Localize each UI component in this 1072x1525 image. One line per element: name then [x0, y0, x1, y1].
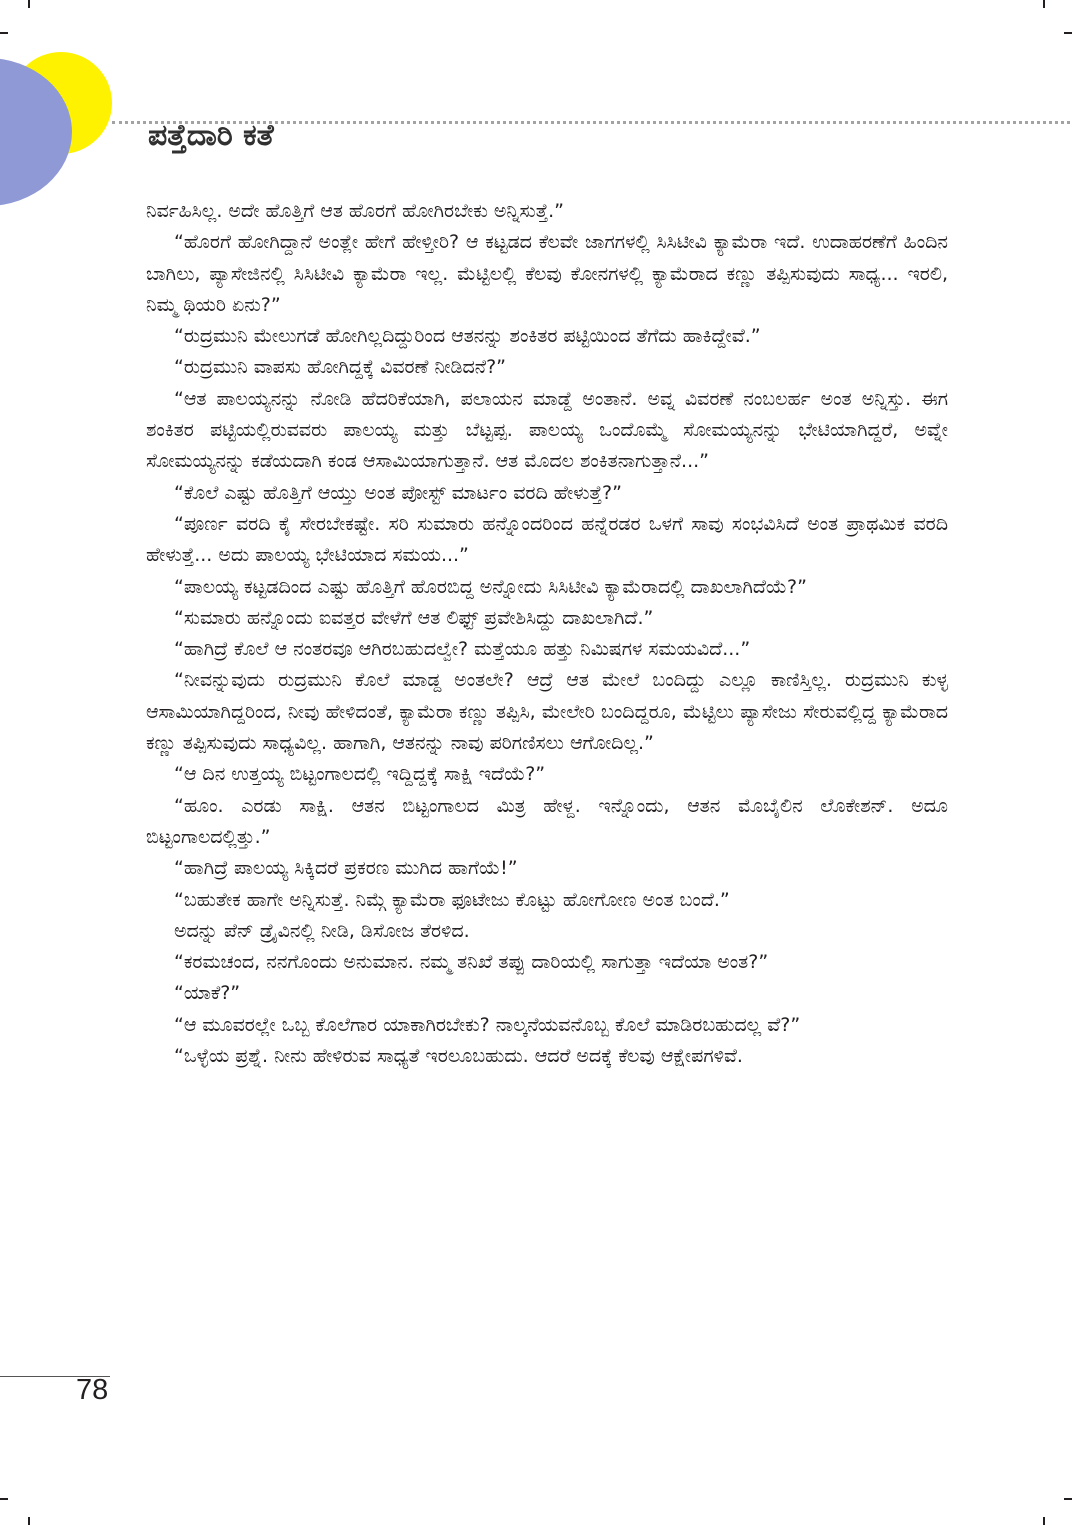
paragraph: “ನೀವನ್ನುವುದು ರುದ್ರಮುನಿ ಕೊಲೆ ಮಾಡ್ದ ಅಂತಲೇ? ಆದ್ರೆ ಆತ ಮೇಲೆ ಬಂದಿದ್ದು ಎಲ್ಲೂ ಕಾಣಿಸ್ತಿಲ್ಲ. ರುದ್ರಮುನಿ ಕುಳ್ಳ ಆಸಾಮಿಯಾಗಿದ್ದರಿಂದ, ನೀವು ಹೇಳಿದಂತೆ, ಕ್ಯಾಮೆರಾ ಕಣ್ಣು ತಪ್ಪಿಸಿ, ಮೇಲೇರಿ ಬಂದಿದ್ದರೂ, ಮೆಟ್ಟಿಲು ಪ್ಯಾಸೇಜು ಸೇರುವಲ್ಲಿದ್ದ ಕ್ಯಾಮೆರಾದ ಕಣ್ಣು ತಪ್ಪಿಸುವುದು ಸಾಧ್ಯವಿಲ್ಲ. ಹಾಗಾಗಿ, ಆತನನ್ನು ನಾವು ಪರಿಗಣಿಸಲು ಆಗೋದಿಲ್ಲ.” — [146, 669, 948, 755]
paragraph: “ಕೊಲೆ ಎಷ್ಟು ಹೊತ್ತಿಗೆ ಆಯ್ತು ಅಂತ ಪೋಸ್ಟ್ ಮಾರ್ಟಂ ವರದಿ ಹೇಳುತ್ತೆ?” — [174, 481, 622, 504]
paragraph: “ಸುಮಾರು ಹನ್ನೊಂದು ಐವತ್ತರ ವೇಳೆಗೆ ಆತ ಲಿಫ್ಟ್ ಪ್ರವೇಶಿಸಿದ್ದು ದಾಖಲಾಗಿದೆ.” — [174, 606, 654, 629]
paragraph: “ಹಾಗಿದ್ರೆ ಕೊಲೆ ಆ ನಂತರವೂ ಆಗಿರಬಹುದಲ್ವೇ? ಮತ್ತೆಯೂ ಹತ್ತು ನಿಮಿಷಗಳ ಸಮಯವಿದೆ...” — [174, 638, 751, 661]
paragraph: “ಯಾಕೆ?” — [174, 982, 241, 1005]
paragraph: “ಒಳ್ಳೆಯ ಪ್ರಶ್ನೆ. ನೀನು ಹೇಳಿರುವ ಸಾಧ್ಯತೆ ಇರಲೂಬಹುದು. ಆದರೆ ಅದಕ್ಕೆ ಕೆಲವು ಆಕ್ಷೇಪಗಳಿವೆ. — [174, 1045, 743, 1068]
running-header-title: ಪತ್ತೆದಾರಿ ಕತೆ — [148, 118, 274, 153]
paragraph: ಅದನ್ನು ಪೆನ್ ಡ್ರೈವಿನಲ್ಲಿ ನೀಡಿ, ಡಿಸೋಜ ತೆರಳಿದ. — [174, 919, 470, 942]
story-body — [146, 196, 948, 1072]
paragraph: “ಹಾಗಿದ್ರೆ ಪಾಲಯ್ಯ ಸಿಕ್ಕಿದರೆ ಪ್ರಕರಣ ಮುಗಿದ ಹಾಗೆಯೆ!” — [174, 857, 518, 880]
paragraph: “ಪೂರ್ಣ ವರದಿ ಕೈ ಸೇರಬೇಕಷ್ಟೇ. ಸರಿ ಸುಮಾರು ಹನ್ನೊಂದರಿಂದ ಹನ್ನೆರಡರ ಒಳಗೆ ಸಾವು ಸಂಭವಿಸಿದೆ ಅಂತ ಪ್ರಾಥಮಿಕ ವರದಿ ಹೇಳುತ್ತೆ... ಅದು ಪಾಲಯ್ಯ ಭೇಟಿಯಾದ ಸಮಯ...” — [146, 512, 948, 567]
crop-mark-left-bottom — [0, 1498, 8, 1500]
paragraph: “ಬಹುತೇಕ ಹಾಗೇ ಅನ್ನಿಸುತ್ತೆ. ನಿಮ್ಗೆ ಕ್ಯಾಮೆರಾ ಫೂಟೇಜು ಕೊಟ್ಟು ಹೋಗೋಣ ಅಂತ ಬಂದೆ.” — [174, 888, 730, 911]
crop-mark-left-top — [0, 32, 8, 34]
paragraph: ನಿರ್ವಹಿಸಿಲ್ಲ. ಅದೇ ಹೊತ್ತಿಗೆ ಆತ ಹೊರಗೆ ಹೋಗಿರಬೇಕು ಅನ್ನಿಸುತ್ತೆ.” — [146, 200, 565, 222]
crop-mark-bottom-right — [1043, 1517, 1045, 1525]
paragraph: “ಹೂಂ. ಎರಡು ಸಾಕ್ಷಿ. ಆತನ ಬಿಟ್ಟಂಗಾಲದ ಮಿತ್ರ ಹೇಳ್ದ. ಇನ್ನೊಂದು, ಆತನ ಮೊಬೈಲಿನ ಲೊಕೇಶನ್. ಅದೂ ಬಿಟ್ಟಂಗಾಲದಲ್ಲಿತ್ತು.” — [146, 794, 948, 848]
paragraph: “ಹೊರಗೆ ಹೋಗಿದ್ದಾನೆ ಅಂತ್ಲೇ ಹೇಗೆ ಹೇಳ್ತೀರಿ? ಆ ಕಟ್ಟಡದ ಕೆಲವೇ ಜಾಗಗಳಲ್ಲಿ ಸಿಸಿಟೀವಿ ಕ್ಯಾಮೆರಾ ಇದೆ. ಉದಾಹರಣೆಗೆ ಹಿಂದಿನ ಬಾಗಿಲು, ಪ್ಯಾಸೇಜಿನಲ್ಲಿ ಸಿಸಿಟೀವಿ ಕ್ಯಾಮೆರಾ ಇಲ್ಲ. ಮೆಟ್ಟಿಲಲ್ಲಿ ಕೆಲವು ಕೋನಗಳಲ್ಲಿ ಕ್ಯಾಮೆರಾದ ಕಣ್ಣು ತಪ್ಪಿಸುವುದು ಸಾಧ್ಯ... ಇರಲಿ, ನಿಮ್ಮ ಥಿಯರಿ ಏನು?” — [146, 231, 948, 316]
crop-mark-right-top — [1064, 32, 1072, 34]
paragraph: “ರುದ್ರಮುನಿ ವಾಪಸು ಹೋಗಿದ್ದಕ್ಕೆ ವಿವರಣೆ ನೀಡಿದನೆ?” — [174, 356, 506, 379]
crop-mark-bottom-left — [28, 1517, 30, 1525]
paragraph: “ಪಾಲಯ್ಯ ಕಟ್ಟಡದಿಂದ ಎಷ್ಟು ಹೊತ್ತಿಗೆ ಹೊರಬಿದ್ದ ಅನ್ನೋದು ಸಿಸಿಟೀವಿ ಕ್ಯಾಮೆರಾದಲ್ಲಿ ದಾಖಲಾಗಿದೆಯೆ?” — [174, 575, 807, 598]
crop-mark-right-bottom — [1064, 1498, 1072, 1500]
paragraph: “ಆ ದಿನ ಉತ್ತಯ್ಯ ಬಿಟ್ಟಂಗಾಲದಲ್ಲಿ ಇದ್ದಿದ್ದಕ್ಕೆ ಸಾಕ್ಷಿ ಇದೆಯೆ?” — [174, 763, 546, 786]
crop-mark-top-right — [1043, 0, 1045, 8]
paragraph: “ಆ ಮೂವರಲ್ಲೇ ಒಬ್ಬ ಕೊಲೆಗಾರ ಯಾಕಾಗಿರಬೇಕು? ನಾಲ್ಕನೆಯವನೊಬ್ಬ ಕೊಲೆ ಮಾಡಿರಬಹುದಲ್ಲ ವೆ?” — [174, 1013, 801, 1036]
page-number: 78 — [76, 1374, 109, 1406]
paragraph: “ಆತ ಪಾಲಯ್ಯನನ್ನು ನೋಡಿ ಹೆದರಿಕೆಯಾಗಿ, ಪಲಾಯನ ಮಾಡ್ದೆ ಅಂತಾನೆ. ಅವ್ನ ವಿವರಣೆ ನಂಬಲರ್ಹ ಅಂತ ಅನ್ನಿಸ್ತು. ಈಗ ಶಂಕಿತರ ಪಟ್ಟಿಯಲ್ಲಿರುವವರು ಪಾಲಯ್ಯ ಮತ್ತು ಬೆಟ್ಟಪ್ಪ. ಪಾಲಯ್ಯ ಒಂದೊಮ್ಮೆ ಸೋಮಯ್ಯನನ್ನು ಭೇಟಿಯಾಗಿದ್ದರೆ, ಅವ್ನೇ ಸೋಮಯ್ಯನನ್ನು ಕಡೆಯದಾಗಿ ಕಂಡ ಆಸಾಮಿಯಾಗುತ್ತಾನೆ. ಆತ ಮೊದಲ ಶಂಕಿತನಾಗುತ್ತಾನೆ...” — [146, 387, 948, 473]
paragraph: “ರುದ್ರಮುನಿ ಮೇಲುಗಡೆ ಹೋಗಿಲ್ಲದಿದ್ದುರಿಂದ ಆತನನ್ನು ಶಂಕಿತರ ಪಟ್ಟಿಯಿಂದ ತೆಗೆದು ಹಾಕಿದ್ದೇವೆ.” — [174, 325, 761, 348]
crop-mark-top-left — [28, 0, 30, 8]
paragraph: “ಕರಮಚಂದ, ನನಗೊಂದು ಅನುಮಾನ. ನಮ್ಮ ತನಿಖೆ ತಪ್ಪು ದಾರಿಯಲ್ಲಿ ಸಾಗುತ್ತಾ ಇದೆಯಾ ಅಂತ?” — [174, 951, 769, 974]
